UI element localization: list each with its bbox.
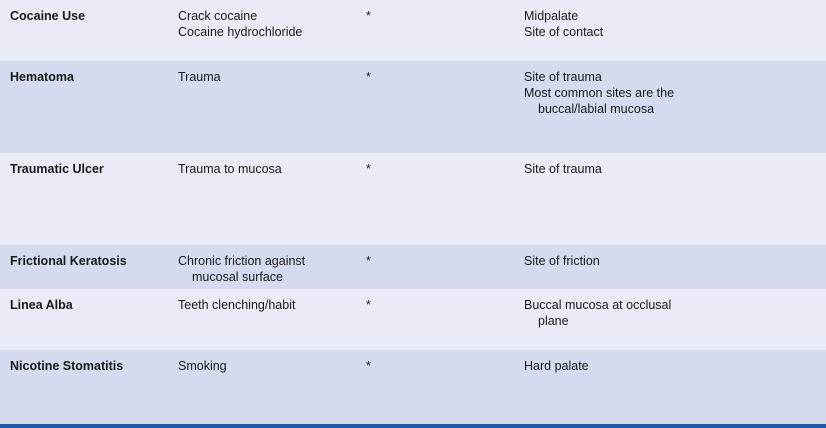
condition-name: Cocaine Use	[10, 9, 86, 23]
cause-line: Trauma	[178, 70, 221, 84]
cause-cell	[178, 253, 305, 285]
location-line: Most common sites are the	[524, 86, 675, 100]
location-line: Hard palate	[524, 359, 589, 373]
location-line: Site of trauma	[524, 70, 602, 84]
condition-name: Hematoma	[10, 70, 74, 84]
location-line: buccal/labial mucosa	[538, 102, 655, 116]
condition-name: Linea Alba	[10, 298, 73, 312]
condition-name: Frictional Keratosis	[10, 254, 127, 268]
table-row	[0, 350, 826, 424]
location-line: Midpalate	[524, 9, 579, 23]
marker-cell: *	[366, 162, 371, 176]
location-line: plane	[538, 314, 569, 328]
table-row	[0, 289, 826, 350]
location-line: Buccal mucosa at occlusal	[524, 298, 672, 312]
marker-cell: *	[366, 359, 371, 373]
marker-cell: *	[366, 70, 371, 84]
location-cell	[524, 253, 600, 269]
condition-name: Nicotine Stomatitis	[10, 359, 124, 373]
marker-cell: *	[366, 9, 371, 23]
table-row	[0, 61, 826, 153]
cause-cell	[178, 358, 227, 374]
cause-line: Smoking	[178, 359, 227, 373]
location-cell	[524, 297, 671, 329]
marker-cell: *	[366, 298, 371, 312]
cause-line: mucosal surface	[192, 270, 284, 284]
location-cell	[524, 161, 602, 177]
location-cell	[524, 8, 603, 40]
cause-line: Chronic friction against	[178, 254, 306, 268]
cause-cell	[178, 8, 302, 40]
location-line: Site of friction	[524, 254, 600, 268]
cause-cell	[178, 297, 295, 313]
cause-line: Crack cocaine	[178, 9, 258, 23]
bottom-rule	[0, 424, 826, 428]
location-cell	[524, 358, 589, 374]
table-row	[0, 153, 826, 245]
location-cell	[524, 69, 674, 117]
table-row	[0, 245, 826, 289]
cause-line: Cocaine hydrochloride	[178, 25, 303, 39]
location-line: Site of trauma	[524, 162, 602, 176]
cause-line: Teeth clenching/habit	[178, 298, 296, 312]
cause-line: Trauma to mucosa	[178, 162, 282, 176]
condition-name: Traumatic Ulcer	[10, 162, 104, 176]
table-row	[0, 0, 826, 61]
cause-cell	[178, 69, 221, 85]
marker-cell: *	[366, 254, 371, 268]
cause-cell	[178, 161, 282, 177]
location-line: Site of contact	[524, 25, 604, 39]
